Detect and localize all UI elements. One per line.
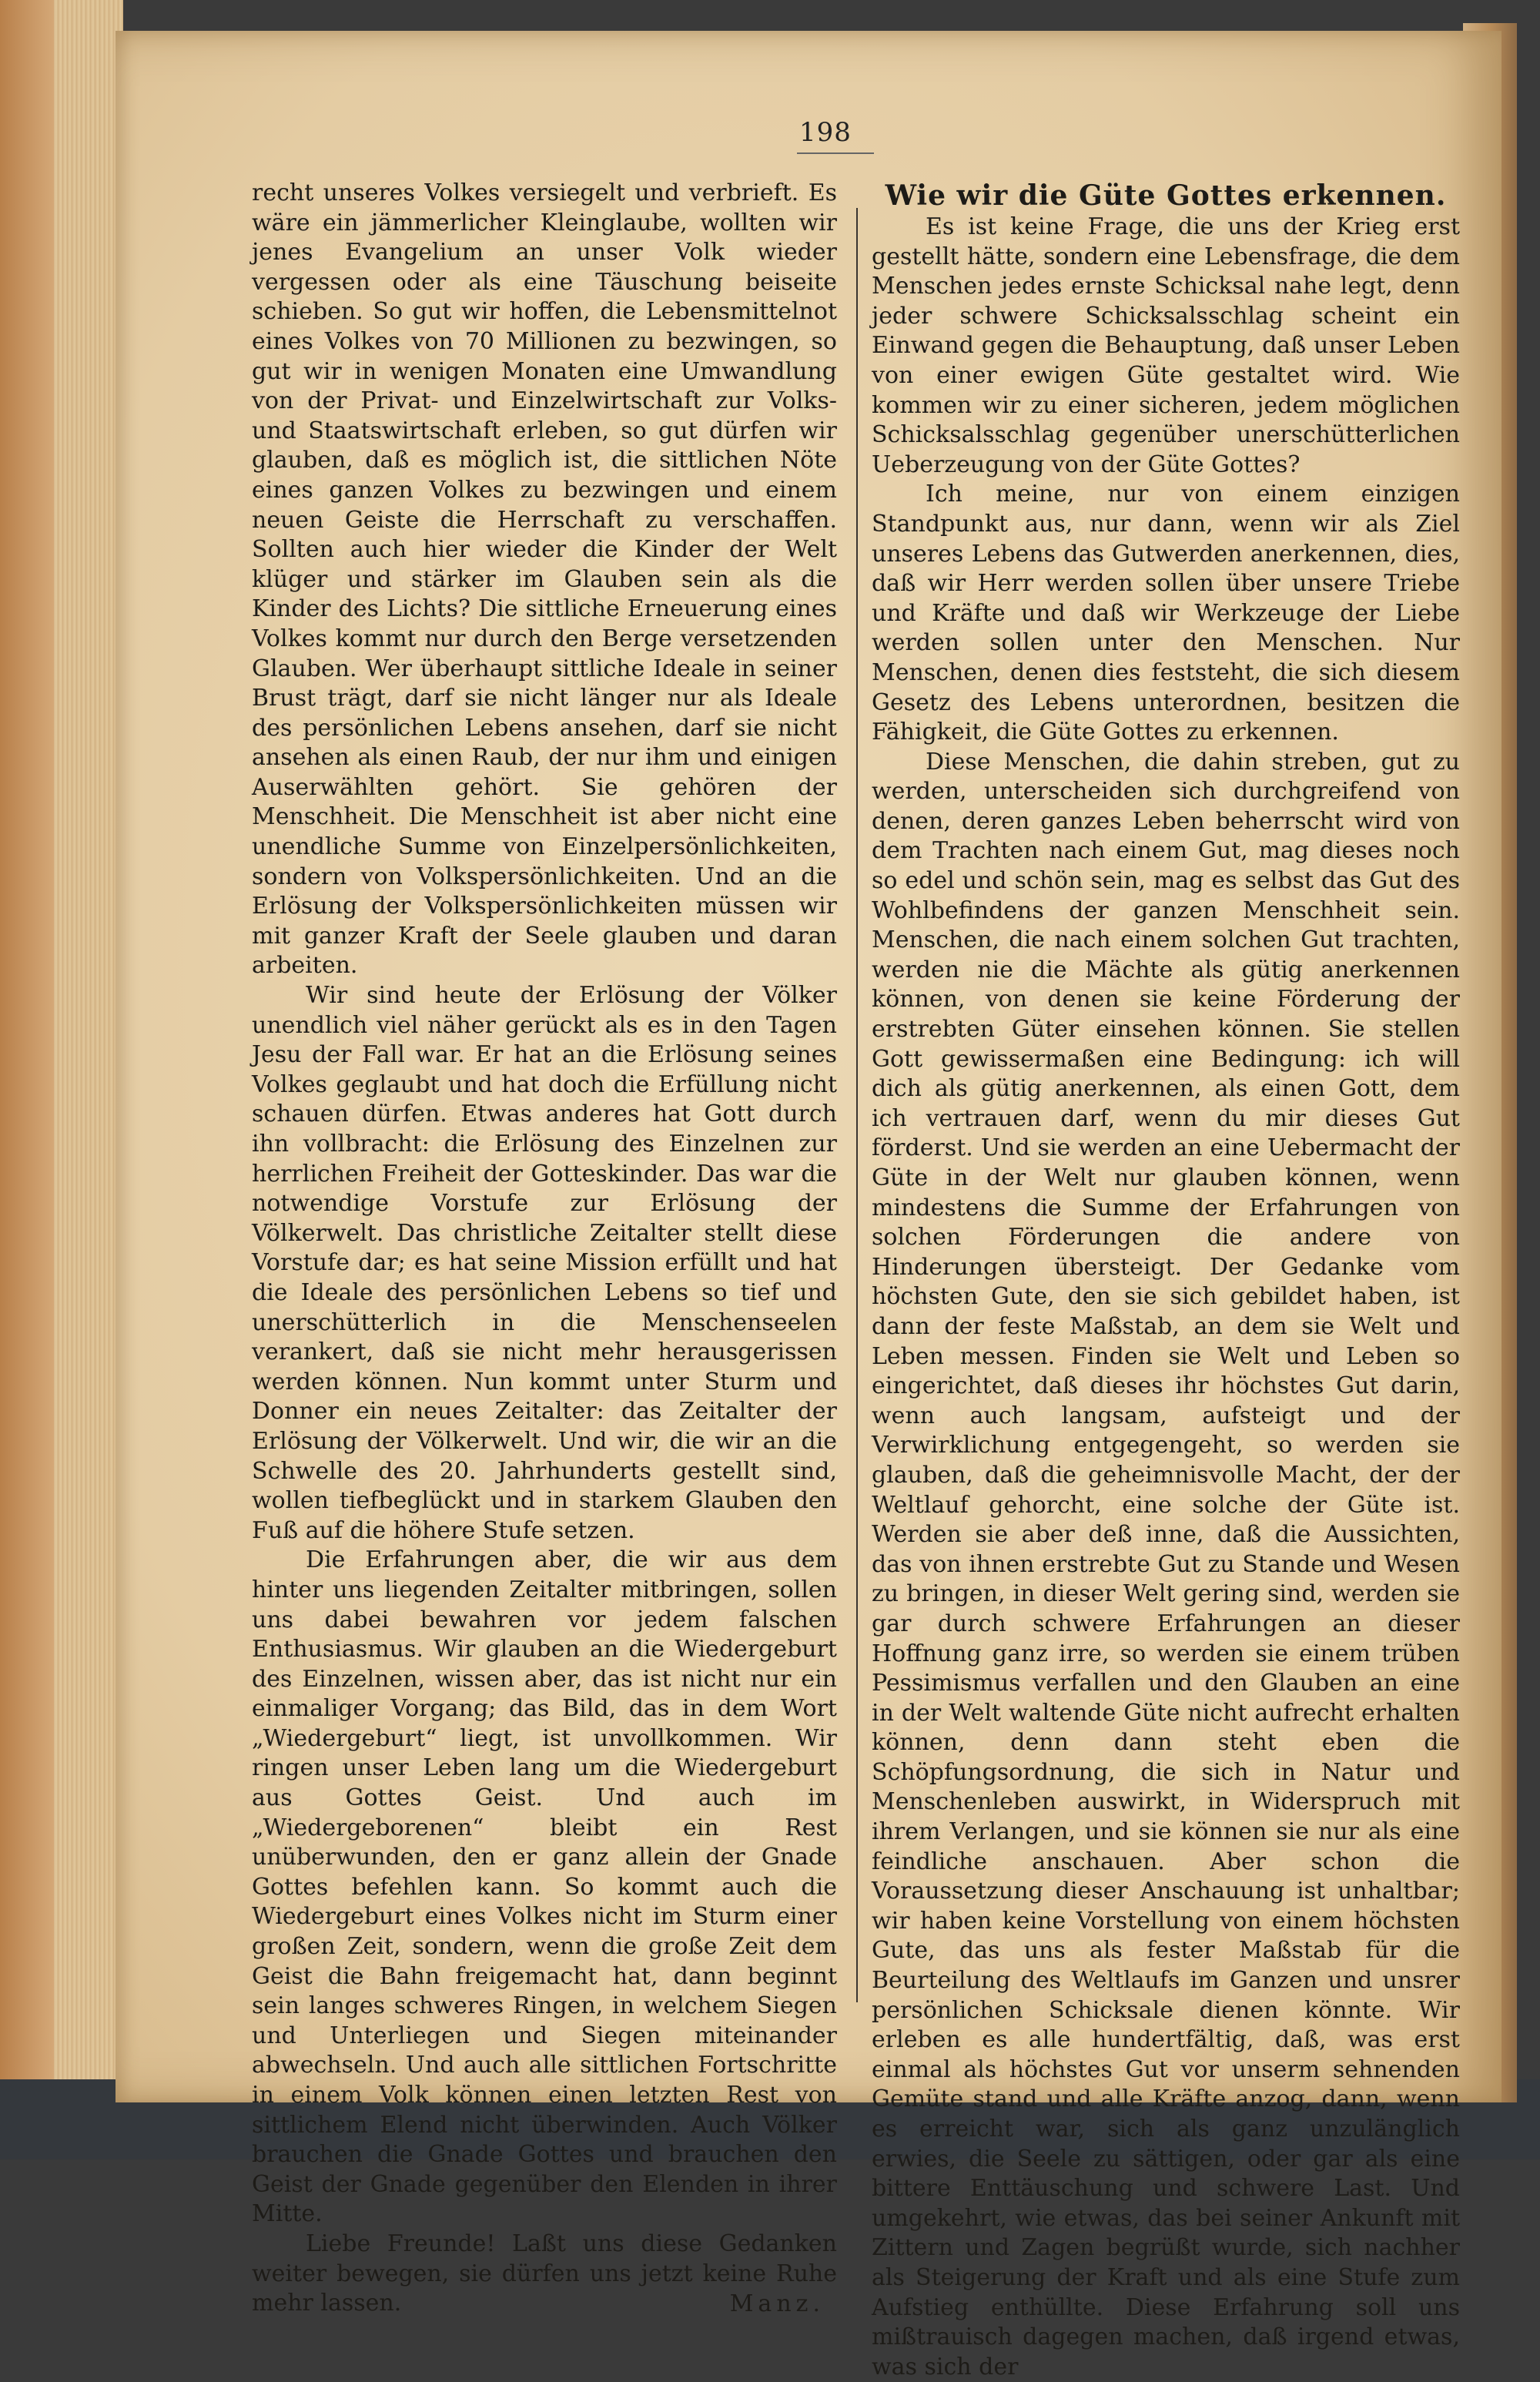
left-paragraph-4: Liebe Freunde! Laßt uns diese Gedanken weiter bewegen, sie dürfen uns jetzt keine Ruhe mehr lassen. [252, 2230, 837, 2317]
article-title: Wie wir die Güte Gottes erkennen. [885, 179, 1447, 212]
column-divider [856, 208, 858, 2002]
page-edges [54, 0, 123, 2159]
right-column [872, 179, 1460, 2382]
header-rule [797, 152, 874, 154]
book-cover-left [0, 0, 54, 2159]
page-number: 198 [799, 117, 852, 148]
left-paragraph-3: Die Erfahrungen aber, die wir aus dem hinter uns liegenden Zeitalter mitbringen, sollen uns dabei bewahren vor jedem falschen Enthusiasmus. Wir glauben an die Wiedergeburt des Einzelnen, wissen aber, das ist nicht nur ein einmaliger Vorgang; das Bild, das in dem Wort „Wiedergeburt“ liegt, ist unvollkommen. Wir ringen unser Leben lang um die Wiedergeburt aus Gottes Geist. Und auch im „Wiedergeborenen“ bleibt ein Rest unüberwunden, den er ganz allein der Gnade Gottes befehlen kann. So kommt auch die Wiedergeburt eines Volkes nicht im Sturm einer großen Zeit, sondern, wenn die große Zeit dem Geist die Bahn freigemacht hat, dann beginnt sein langes schweres Ringen, in welchem Siegen und Unterliegen und Siegen miteinander abwechseln. Und auch alle sittlichen Fortschritte in einem Volk können einen letzten Rest von sittlichem Elend nicht überwinden. Auch Völker brauchen die Gnade Gottes und brauchen den Geist der Gnade gegenüber den Elenden in ihrer Mitte. [252, 1546, 837, 2228]
author-signature: Manz. [729, 2290, 825, 2317]
right-paragraph-2: Ich meine, nur von einem einzigen Standpunkt aus, nur dann, wenn wir als Ziel unseres Lebens das Gutwerden anerkennen, dies, daß wir Herr werden sollen über unsere Triebe und Kräfte und daß wir Werkzeuge der Liebe werden sollen unter den Menschen. Nur Menschen, denen dies feststeht, die sich diesem Gesetz des Lebens unterordnen, besitzen die Fähigkeit, die Güte Gottes zu erkennen. [872, 481, 1460, 746]
left-paragraph-2: Wir sind heute der Erlösung der Völker unendlich viel näher gerückt als es in den Tagen Jesu der Fall war. Er hat an die Erlösung seines Volkes geglaubt und hat doch die Erfüllung nicht schauen dürfen. Etwas anderes hat Gott durch ihn vollbracht: die Erlösung des Einzelnen zur herrlichen Freiheit der Gotteskinder. Das war die notwendige Vorstufe zur Erlösung der Völkerwelt. Das christliche Zeitalter stellt diese Vorstufe dar; es hat seine Mission erfüllt und hat die Ideale des persönlichen Lebens so tief und unerschütterlich in die Menschenseelen verankert, daß sie nicht mehr herausgerissen werden können. Nun kommt unter Sturm und Donner ein neues Zeitalter: das Zeitalter der Erlösung der Völkerwelt. Und wir, die wir an die Schwelle des 20. Jahrhunderts gestellt sind, wollen tiefbeglückt und in starkem Glauben den Fuß auf die höhere Stufe setzen. [252, 982, 837, 1544]
left-column [252, 179, 837, 2319]
right-paragraph-1: Es ist keine Frage, die uns der Krieg erst gestellt hätte, sondern eine Lebensfrage, die dem Menschen jedes ernste Schicksal nahe legt, denn jeder schwere Schicksalsschlag scheint ein Einwand gegen die Behauptung, daß unser Leben von einer ewigen Güte gestaltet wird. Wie kommen wir zu einer sicheren, jedem möglichen Schicksalsschlag gegenüber unerschütterlichen Ueberzeugung von der Güte Gottes? [872, 213, 1460, 478]
left-paragraph-1: recht unseres Volkes versiegelt und verbrieft. Es wäre ein jämmerlicher Kleinglaube, wollten wir jenes Evangelium an unser Volk wieder vergessen oder als eine Täuschung beiseite schieben. So gut wir hoffen, die Lebensmittelnot eines Volkes von 70 Millionen zu bezwingen, so gut wir in wenigen Monaten eine Umwandlung von der Privat- und Einzelwirtschaft zur Volks- und Staatswirtschaft erleben, so gut dürfen wir glauben, daß es möglich ist, die sittlichen Nöte eines ganzen Volkes zu bezwingen und einem neuen Geiste die Herrschaft zu verschaffen. Sollten auch hier wieder die Kinder der Welt klüger und stärker im Glauben sein als die Kinder des Lichts? Die sittliche Erneuerung eines Volkes kommt nur durch den Berge versetzenden Glauben. Wer überhaupt sittliche Ideale in seiner Brust trägt, darf sie nicht länger nur als Ideale des persönlichen Lebens ansehen, darf sie nicht ansehen als einen Raub, der nur ihm und einigen Auserwählten gehört. Sie gehören der Menschheit. Die Menschheit ist aber nicht eine unendliche Summe von Einzelpersönlichkeiten, sondern von Volkspersönlichkeiten. Und an die Erlösung der Volkspersönlichkeiten müssen wir mit ganzer Kraft der Seele glauben und daran arbeiten. [252, 179, 837, 980]
right-paragraph-3: Diese Menschen, die dahin streben, gut zu werden, unterscheiden sich durchgreifend von denen, deren ganzes Leben beherrscht wird von dem Trachten nach einem Gut, mag dieses noch so edel und schön sein, mag es selbst das Gut des Wohlbefindens der ganzen Menschheit sein. Menschen, die nach einem solchen Gut trachten, werden nie die Mächte als gütig anerkennen können, von denen sie keine Förderung der erstrebten Güter einsehen können. Sie stellen Gott gewissermaßen eine Bedingung: ich will dich als gütig anerkennen, als einen Gott, dem ich vertrauen darf, wenn du mir dieses Gut förderst. Und sie werden an eine Uebermacht der Güte in der Welt nur glauben können, wenn mindestens die Summe der Erfahrungen von solchen Förderungen die andere von Hinderungen übersteigt. Der Gedanke vom höchsten Gute, den sie sich gebildet haben, ist dann der feste Maßstab, an dem sie Welt und Leben messen. Finden sie Welt und Leben so eingerichtet, daß dieses ihr höchstes Gut darin, wenn auch langsam, aufsteigt und der Verwirklichung entgegengeht, so werden sie glauben, daß die geheimnisvolle Macht, der der Weltlauf gehorcht, eine solche der Güte ist. Werden sie aber deß inne, daß die Aussichten, das von ihnen erstrebte Gut zu Stande und Wesen zu bringen, in dieser Welt gering sind, werden sie gar durch schwere Erfahrungen an dieser Hoffnung ganz irre, so werden sie einem trüben Pessimismus verfallen und den Glauben an eine in der Welt waltende Güte nicht aufrecht erhalten können, denn dann steht eben die Schöpfungsordnung, die sich in Natur und Menschenleben auswirkt, in Widerspruch mit ihrem Verlangen, und sie können sie nur als eine feindliche anschauen. Aber schon die Voraussetzung dieser Anschauung ist unhaltbar; wir haben keine Vorstellung von einem höchsten Gute, das uns als fester Maßstab für die Beurteilung des Weltlaufs im Ganzen und unsrer persönlichen Schicksale dienen könnte. Wir erleben es alle hundertfältig, daß, was erst einmal als höchstes Gut vor unserm sehnenden Gemüte stand und alle Kräfte anzog, dann, wenn es erreicht war, sich als ganz unzulänglich erwies, die Seele zu sättigen, oder gar als eine bittere Enttäuschung und schwere Last. Und umgekehrt, wie etwas, das bei seiner Ankunft mit Zittern und Zagen begrüßt wurde, sich nachher als Steigerung der Kraft und als eine Stufe zum Aufstieg enthüllte. Diese Erfahrung soll uns mißtrauisch dagegen machen, daß irgend etwas, was sich der [872, 748, 1460, 2380]
